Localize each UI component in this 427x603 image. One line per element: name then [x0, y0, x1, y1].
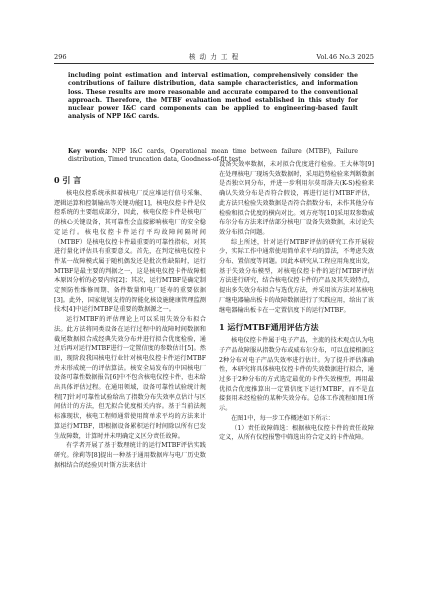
keywords-text: NPP I&C cards, Operational mean time between failure (MTBF), Failure distribution, Timed truncation data, Goodness-of-fit test — [68, 148, 359, 164]
volume-info: Vol.46 No.3 2025 — [316, 53, 374, 61]
paragraph: 在图1中，每一步工作概述如下所示： — [231, 414, 334, 422]
paragraph: 核电仪控卡件属于电子产品，主流的技术观点认为电子产品故障服从指数分布或威布尔分布，可以直接根据这2种分布对电子产品失效率进行估计。为了提升评估准确性，本研究将具体核电仪控卡件的失效数据进行拟合，通过多于2种分布的方式选定最优的卡件失效模型，再用最优拟合优度推算出一定置信度下运行MTBF，而不是直接套用未经检验的某种失效分布。总体工作流程如图1所示。 — [219, 337, 374, 413]
paragraph: 运行MTBF的评估理论上可以采用失效分布拟合法。此方法将同类设备在运行过程中的故障时间数据和截尾数据拟合成经典失效分布并进行拟合优度检验，通过后再对运行MTBF进行一定置信度的参数估计[5]。然而，现阶段我国核电行业针对核电仪控卡件运行MTBF并未形成统一的评估算法。核安全局发布的中国核电厂设备可靠性数据报告[6]中不包含核电仪控卡件，也未给出具体评估过程。在通用领域，设备可靠性试验统计规程[7]针对可靠性试验给出了指数分布失效率点估计与区间估计的方法，但无拟合优度相关内容。基于当前法规标准现状，核电工程师通常使用简单求平均的方法来计算运行MTBF，即根据设备累积运行时间除以所有已发生故障数，计算时并未明确定义区分责任故障。 — [54, 316, 206, 440]
abstract-english: including point estimation and interval estimation, comprehensively consider the contributions of failure distribution, data sample characteristics, and information loss. These results are more reasonable and accurate compared to the conventional approach. Therefore, the MTBF evaluation method established in this study for nuclear power I&C card components can be applied to engineering-based fault analysis of NPP I&C cards. — [68, 72, 358, 121]
page-number: 296 — [54, 53, 67, 61]
running-header — [54, 51, 374, 63]
section-title-method: 1 运行MTBF通用评估方法 — [219, 322, 319, 333]
paragraph: 综上所述，针对运行MTBF评估的研究工作开展较少，实际工作中通常使用简单求平均的算法，不考虑失效分布、置信度等问题。因此本研究从工程应用角度出发，基于失效分布模型，对核电仪控卡件的运行MTBF评估方法进行研究，结合核电仪控卡件的产品及其失效特点，提出多失效分布拟合与选优方法，并采用该方法对某核电厂继电器输出板卡的故障数据进行了实践应用，给出了该继电器输出板卡在一定置信度下的运行MTBF。 — [219, 238, 374, 314]
paragraph: 有学者开展了基于数理统计的运行MTBF评估实践研究。徐莉等[8]提出一种基于通用数据库与电厂历史数据相结合的经验贝叶斯方法来估计 — [54, 442, 206, 469]
paragraph: 设备失效率数据，未对拟合优度进行检验。王大林等[9]在处理核电厂现场失效数据时，采用趋势检验来判断数据是否独立同分布，并进一步利用尔莫哥洛夫(K-S)检验来确认失效分布是否符合假设，再进行运行MTBF评估，此方法只检验失效数据是否符合指数分布，未作其他分布检验和拟合优度的横向对比。刘方亮等[10]采用双参数威布尔分布方法来评估部分核电厂设备失效数据，未讨论失效分布拟合问题。 — [219, 161, 375, 236]
section-title-introduction: 0 引 言 — [54, 175, 82, 185]
left-column — [54, 174, 206, 470]
paragraph: 核电仪控系统承担着核电厂反应堆运行信号采集、逻辑运算和控制输出等关键功能[1]，核电仪控卡件是仪控系统的主要组成部分，因此，核电仪控卡件是核电厂的核心关键设备，其可靠性会直接影响核电厂的安全稳定运行。核电仪控卡件运行平均故障间隔时间（MTBF）是核电仪控卡件最重要的可靠性指标，对其进行量化评估具有重要意义。首先，在判定核电仪控卡件某一故障模式属于随机偶发还是批次性缺陷时，运行MTBF是最主要的判据之一，这是核电仪控卡件故障根本原因分析的必要内容[2]；其次，运行MTBF是确定制定预防性维修周期、备件数量和电厂延寿的重要依据[3]。此外，国家规划支持的智能化核设施健康管理监测技术[4]中运行MTBF是重要的数据源之一。 — [54, 190, 206, 314]
right-column — [219, 160, 374, 443]
keywords-label: Key words: — [68, 148, 108, 155]
paragraph: （1）责任故障筛选：根据核电仪控卡件的责任故障定义，从所有仪控报警中筛选出符合定义的卡件故障。 — [219, 424, 374, 442]
journal-name: 核 动 力 工 程 — [188, 53, 240, 61]
header-rule — [54, 63, 374, 64]
